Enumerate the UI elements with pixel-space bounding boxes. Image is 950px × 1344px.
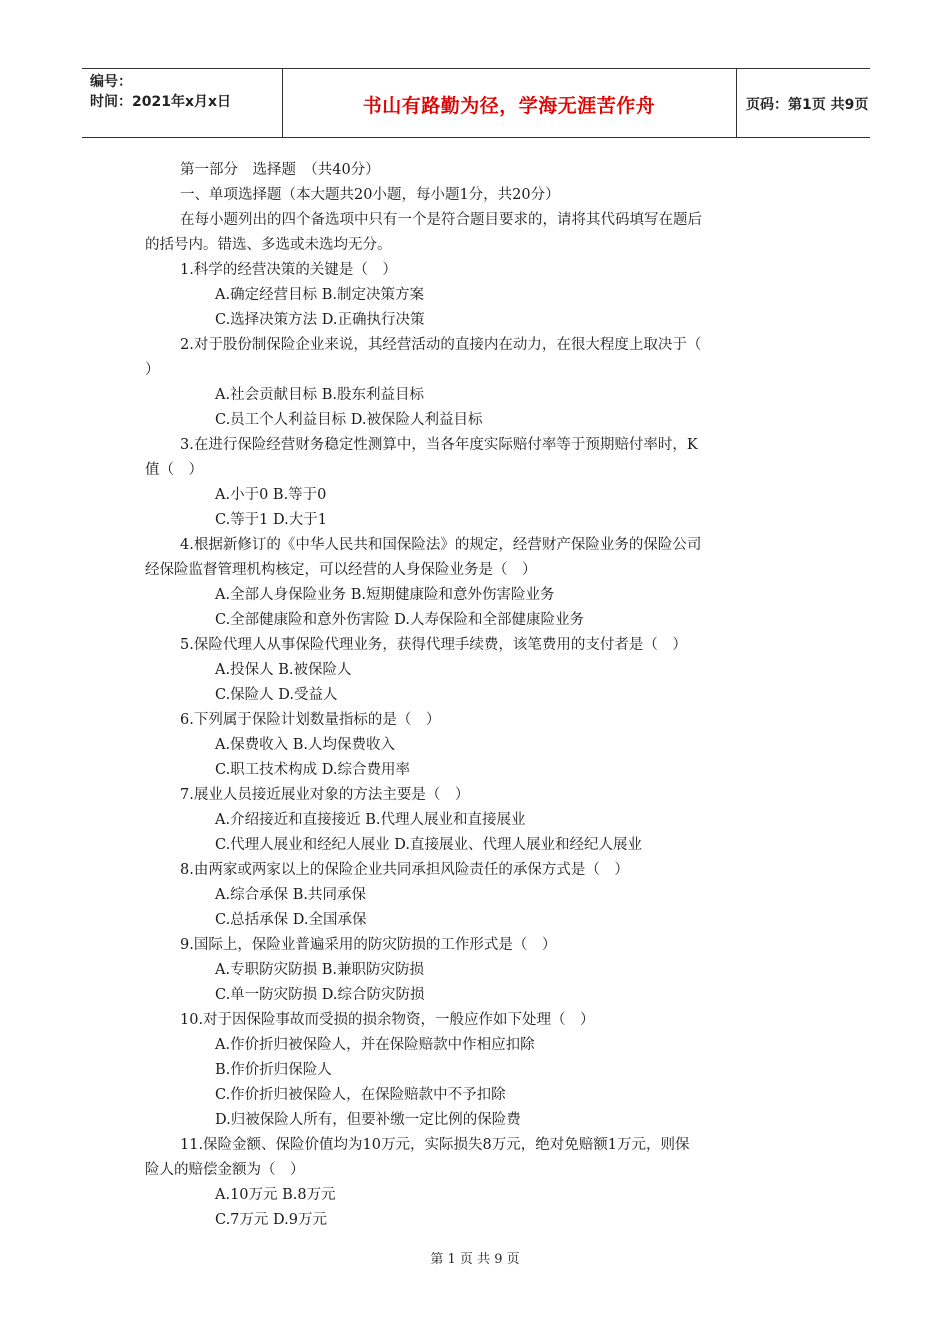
question-text: 3.在进行保险经营财务稳定性测算中，当各年度实际赔付率等于预期赔付率时，K [180,437,698,453]
question-text: 1.科学的经营决策的关键是（ ） [180,262,397,278]
option-line: A.10万元 B.8万元 [215,1187,336,1203]
part-heading: 第一部分 选择题 （共40分） [180,162,380,178]
question-text: 7.展业人员接近展业对象的方法主要是（ ） [180,787,470,803]
question-text-cont: ） [145,362,160,378]
option-line: C.等于1 D.大于1 [215,512,327,528]
question-text: 4.根据新修订的《中华人民共和国保险法》的规定，经营财产保险业务的保险公司 [180,537,702,553]
option-line: C.保险人 D.受益人 [215,687,338,703]
option-line: C.全部健康险和意外伤害险 D.人寿保险和全部健康险业务 [215,612,585,628]
option-line: C.员工个人利益目标 D.被保险人利益目标 [215,412,483,428]
question-text-cont: 险人的赔偿金额为（ ） [145,1162,305,1178]
option-line: A.小于0 B.等于0 [215,487,327,503]
option-line: C.作价折归被保险人，在保险赔款中不予扣除 [215,1087,506,1103]
question-text: 10.对于因保险事故而受损的损余物资，一般应作如下处理（ ） [180,1012,595,1028]
question-text-cont: 值（ ） [145,462,203,478]
question-text: 2.对于股份制保险企业来说，其经营活动的直接内在动力，在很大程度上取决于（ [180,337,702,353]
option-line: C.7万元 D.9万元 [215,1212,327,1228]
number-label: 编号： [90,74,132,90]
question-text: 8.由两家或两家以上的保险企业共同承担风险责任的承保方式是（ ） [180,862,629,878]
question-text: 9.国际上，保险业普遍采用的防灾防损的工作形式是（ ） [180,937,557,953]
time-label: 时间：2021年x月x日 [90,94,232,110]
motto-text: 书山有路勤为径，学海无涯苦作舟 [362,95,656,117]
option-line: A.专职防灾防损 B.兼职防灾防损 [215,962,424,978]
option-line: C.职工技术构成 D.综合费用率 [215,762,411,778]
option-line: C.选择决策方法 D.正确执行决策 [215,312,425,328]
option-line: A.综合承保 B.共同承保 [215,887,366,903]
header-meta-cell [82,69,283,137]
option-line: A.确定经营目标 B.制定决策方案 [215,287,424,303]
option-line: C.总括承保 D.全国承保 [215,912,367,928]
question-text: 5.保险代理人从事保险代理业务，获得代理手续费，该笔费用的支付者是（ ） [180,637,687,653]
instruction-line: 的括号内。错选、多选或未选均无分。 [145,237,392,253]
option-line: B.作价折归保险人 [215,1062,332,1078]
header-motto-cell [282,69,737,137]
page-footer: 第 1 页 共 9 页 [430,1252,520,1267]
question-text: 11.保险金额、保险价值均为10万元，实际损失8万元，绝对免赔额1万元，则保 [180,1137,690,1153]
option-line: A.保费收入 B.人均保费收入 [215,737,395,753]
option-line: C.代理人展业和经纪人展业 D.直接展业、代理人展业和经纪人展业 [215,837,643,853]
option-line: A.作价折归被保险人，并在保险赔款中作相应扣除 [215,1037,535,1053]
option-line: C.单一防灾防损 D.综合防灾防损 [215,987,425,1003]
instruction-line: 在每小题列出的四个备选项中只有一个是符合题目要求的，请将其代码填写在题后 [180,212,702,228]
page-header [82,68,870,138]
page-info: 页码：第1页 共9页 [746,97,869,113]
header-page-cell [736,69,870,137]
section-heading: 一、单项选择题（本大题共20小题，每小题1分，共20分） [180,187,560,203]
option-line: A.全部人身保险业务 B.短期健康险和意外伤害险业务 [215,587,555,603]
option-line: D.归被保险人所有，但要补缴一定比例的保险费 [215,1112,521,1128]
question-text-cont: 经保险监督管理机构核定，可以经营的人身保险业务是（ ） [145,562,537,578]
question-text: 6.下列属于保险计划数量指标的是（ ） [180,712,441,728]
option-line: A.介绍接近和直接接近 B.代理人展业和直接展业 [215,812,526,828]
option-line: A.投保人 B.被保险人 [215,662,352,678]
option-line: A.社会贡献目标 B.股东利益目标 [215,387,424,403]
